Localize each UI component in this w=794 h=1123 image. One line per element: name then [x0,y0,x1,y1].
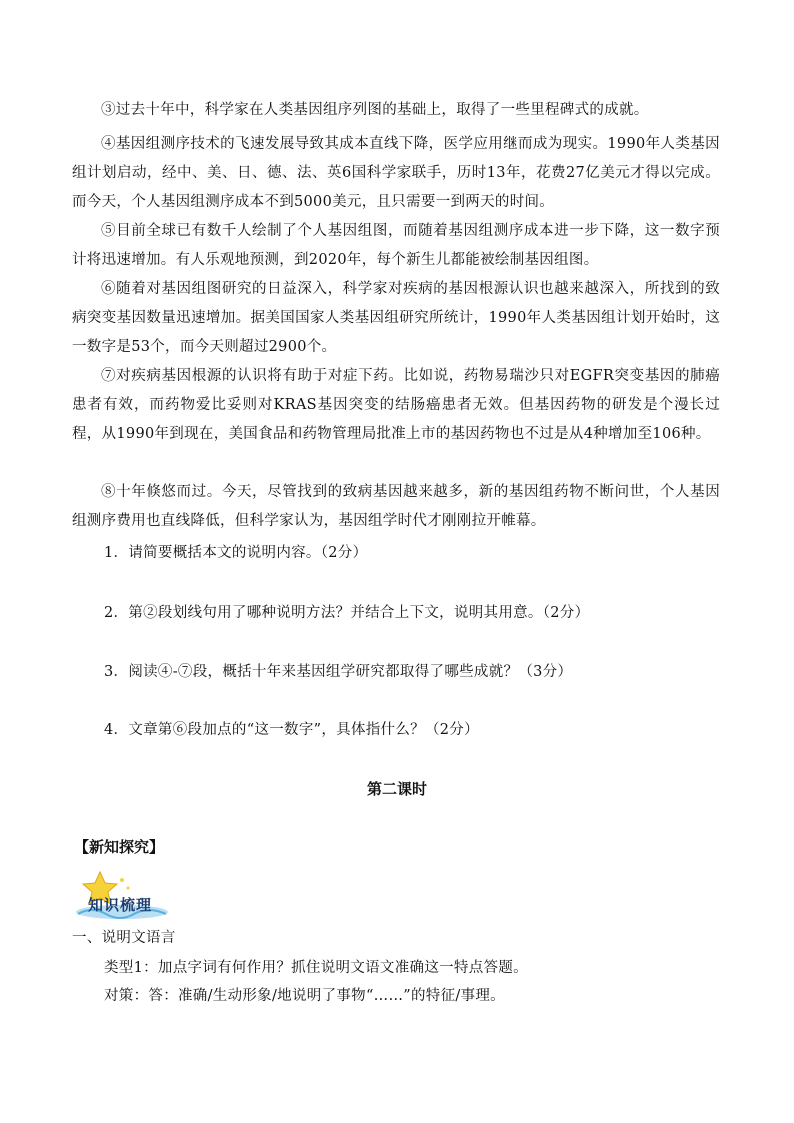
lesson-title: 第二课时 [366,780,427,798]
section-title: 【新知探究】 [74,838,165,856]
question-2: 2．第②段划线句用了哪种说明方法？并结合上下文，说明其用意。（2分） [104,605,590,621]
question-3: 3．阅读④-⑦段，概括十年来基因组学研究都取得了哪些成就？（3分） [104,664,573,680]
paragraph-4: ④基因组测序技术的飞速发展导致其成本直线下降，医学应用继而成为现实。1990年人类基因组计划启动，经中、美、日、德、法、英6国科学家联手，历时13年，花费27亿美元才得以完成。而今天，个人基因组测序成本不到5000美元，且只需要一到两天的时间。 [72,136,720,210]
paragraph-8: ⑧十年倏悠而过。今天，尽管找到的致病基因越来越多，新的基因组药物不断问世，个人基因组测序费用也直线降低，但科学家认为，基因组学时代才刚刚拉开帷幕。 [72,484,720,529]
badge-label: 知识梳理 [88,896,153,914]
paragraph-6: ⑥随着对基因组图研究的日益深入，科学家对疾病的基因根源认识也越来越深入，所找到的致病突变基因数量迅速增加。据美国国家人类基因组研究所统计，1990年人类基因组计划开始时，这一数字是53个，而今天则超过2900个。 [72,281,720,355]
paragraph-5: ⑤目前全球已有数千人绘制了个人基因组图，而随着基因组测序成本进一步下降，这一数字预计将迅速增加。有人乐观地预测，到2020年，每个新生儿都能被绘制基因组图。 [72,223,720,268]
topic-heading: 一、说明文语言 [72,930,176,946]
strategy-line: 对策：答：准确/生动形象/地说明了事物“……”的特征/事理。 [104,988,505,1004]
paragraph-7: ⑦对疾病基因根源的认识将有助于对症下药。比如说，药物易瑞沙只对EGFR突变基因的肺癌患者有效，而药物爱比妥则对KRAS基因突变的结肠癌患者无效。但基因药物的研发是个漫长过程，从1990年到现在，美国食品和药物管理局批准上市的基因药物也不过是从4种增加至106种。 [72,368,720,442]
type-line: 类型1：加点字词有何作用？抓住说明文语文准确这一特点答题。 [104,960,528,976]
question-1: 1．请简要概括本文的说明内容。（2分） [104,545,368,561]
question-4: 4．文章第⑥段加点的“这一数字”，具体指什么？（2分） [104,722,479,738]
paragraph-3: ③过去十年中，科学家在人类基因组序列图的基础上，取得了一些里程碑式的成就。 [101,102,649,118]
